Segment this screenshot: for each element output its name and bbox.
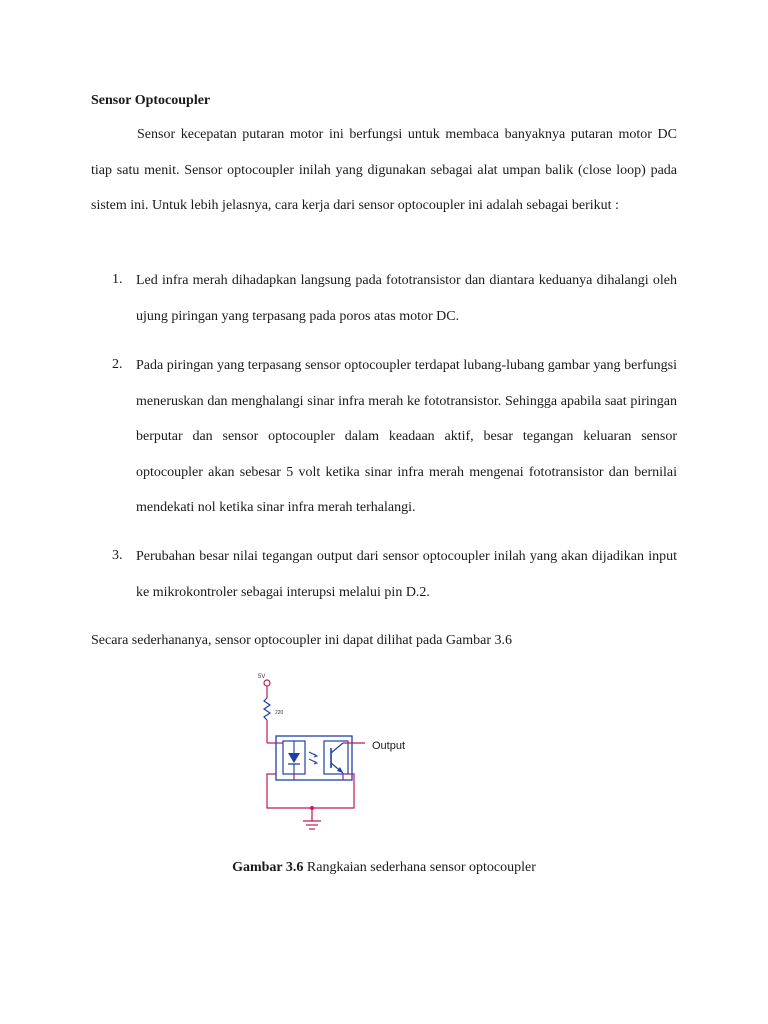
list-number: 2. (112, 357, 123, 372)
figure-intro-text: Secara sederhananya, sensor optocoupler ini dapat dilihat pada Gambar 3.6 (91, 633, 513, 648)
led-icon (288, 753, 300, 763)
optocoupler-circuit-diagram (253, 668, 423, 838)
list-number: 1. (112, 272, 123, 287)
list-number: 3. (112, 548, 123, 563)
resistor-label: 220 (275, 710, 284, 716)
paragraph-text: Sensor kecepatan putaran motor ini berfungsi untuk membaca banyaknya putaran motor DC tiap satu menit. Sensor optocoupler inilah yang digunakan sebagai alat umpan balik (close loop) pada sistem ini. Untuk lebih jelasnya, cara kerja dari sensor optocoupler ini adalah sebagai berikut : (91, 127, 677, 214)
caption-text: Rangkaian sederhana sensor optocoupler (303, 860, 536, 875)
output-label: Output (372, 740, 406, 752)
caption-label: Gambar 3.6 (232, 860, 304, 875)
body-paragraph (91, 117, 677, 224)
phototransistor-box (324, 741, 348, 774)
list-text: Pada piringan yang terpasang sensor optocoupler terdapat lubang-lubang gambar yang berfungsi meneruskan dan menghalangi sinar infra merah ke fototransistor. Sehingga apabila saat piringan berputar dan sensor optocoupler dalam keadaan aktif, besar tegangan keluaran sensor optocoupler akan sebesar 5 volt ketika sinar infra merah mengenai fototransistor dan bernilai mendekati nol ketika sinar infra merah terhalangi. (136, 358, 677, 516)
section-heading: Sensor Optocoupler (91, 93, 211, 108)
ground-loop-wire (267, 774, 354, 808)
resistor-symbol (264, 698, 270, 720)
list-text: Perubahan besar nilai tegangan output dari sensor optocoupler inilah yang akan dijadikan input ke mikrokontroler sebagai interupsi melalui pin D.2. (136, 549, 677, 600)
emitter-arrow-icon (337, 767, 343, 773)
list-text: Led infra merah dihadapkan langsung pada fototransistor dan diantara keduanya dihalangi oleh ujung piringan yang terpasang pada poros atas motor DC. (136, 273, 677, 324)
supply-label: 5V (258, 674, 266, 680)
light-arrows-icon (309, 752, 317, 764)
transistor-collector (331, 743, 343, 753)
supply-terminal (264, 680, 270, 686)
figure-caption (0, 860, 768, 876)
ground-icon (303, 821, 321, 829)
